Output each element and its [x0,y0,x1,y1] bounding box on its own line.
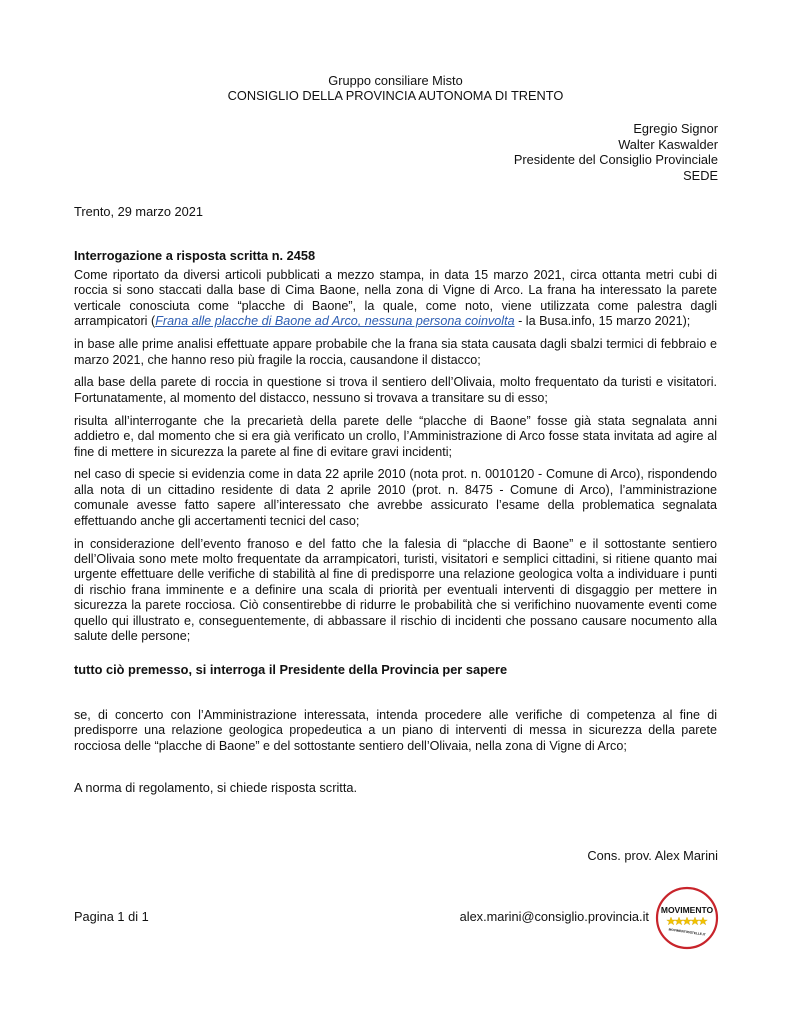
paragraph: in considerazione dell’evento franoso e del fatto che la falesia di “placche di Baone” e il sottostante sentiero dell’Olivaia sono mete molto frequentate da arrampicatori, turisti, visitatori e semplici cittadini, si ritiene quanto mai urgente effettuare delle verifiche di stabilità al fine di predisporre una relazione geologica volta a individuare i punti di rischio frana imminente e a definire una scala di priorità per eventuali interventi di disgaggio per mettere in sicurezza la parete rocciosa. Ciò consentirebbe di ridurre le probabilità che si verifichino nuovamente eventi come quello qui illustrato e, conseguentemente, di abbassare il rischio di incidenti che possano causare nocumento alla salute delle persone; [74,536,717,644]
paragraph-text: - la Busa.info, 15 marzo 2021); [514,314,691,329]
document-subject: Interrogazione a risposta scritta n. 2458 [74,248,316,263]
paragraph: in base alle prime analisi effettuate appare probabile che la frana sia stata causata dagli sbalzi termici di febbraio e marzo 2021, che hanno reso più fragile la roccia, causandone il distacco; [74,337,717,367]
request-paragraph: se, di concerto con l’Amministrazione interessata, intenda procedere alle verifiche di competenza al fine di predisporre una relazione geologica propedeutica a un piano di interventi di messa in sicurezza della parete rocciosa delle “placche di Baone” e del sottostante sentiero dell’Olivaia, nella zona di Vigne di Arco; [74,708,717,753]
document-date: Trento, 29 marzo 2021 [74,204,203,219]
page-number: Pagina 1 di 1 [74,909,149,924]
council-name: CONSIGLIO DELLA PROVINCIA AUTONOMA DI TRENTO [227,88,564,103]
document-header [0,73,791,103]
paragraph: risulta all’interrogante che la precarietà della parete delle “placche di Baone” fosse già stata segnalata anni addietro e, dal momento che si era già verificato un crollo, l’Amministrazione di Arco fosse stata invitata ad agire al fine di mettere in sicurezza la parete al fine di evitare gravi incidenti; [74,413,717,459]
closing-line: A norma di regolamento, si chiede risposta scritta. [74,780,358,795]
article-link[interactable]: Frana alle placche di Baone ad Arco, nessuna persona coinvolta [155,314,515,329]
recipient-block [514,121,718,183]
group-name: Gruppo consiliare Misto [328,73,463,88]
recipient-location: SEDE [683,167,718,183]
recipient-role: Presidente del Consiglio Provinciale [513,152,718,167]
logo-subtext: MOVIMENTO5STELLE.IT [668,927,706,937]
paragraph-text: Come riportato da diversi articoli pubblicati a mezzo stampa, in data 15 marzo 2021, circa ottanta metri cubi di roccia si sono staccati dalla base di Cima Baone, nella zona di Vigne di Arco. La frana ha interessato la parete verticale conosciuta come “placche di Baone”, la quale, come noto, viene utilizzata come palestra dagli arrampicatori ( [74,268,717,329]
paragraph: alla base della parete di roccia in questione si trova il sentiero dell’Olivaia, molto frequentato da turisti e visitatori. Fortunatamente, al momento del distacco, nessuno si trovava a transitare su di esso; [74,375,717,405]
recipient-salutation: Egregio Signor [633,121,718,136]
movimento-logo-icon [655,886,719,950]
recipient-name: Walter Kaswalder [618,136,718,152]
logo-text: MOVIMENTO [660,905,714,915]
document-body [74,268,717,652]
paragraph [74,268,717,330]
signature: Cons. prov. Alex Marini [587,848,718,863]
footer-email: alex.marini@consiglio.provincia.it [459,909,649,924]
paragraph: nel caso di specie si evidenzia come in data 22 aprile 2010 (nota prot. n. 0010120 - Comune di Arco), rispondendo alla nota di un cittadino residente di data 2 aprile 2010 (prot. n. 8475 - Comune di Arco), l’amministrazione comunale avesse fatto sapere all’interessato che avrebbe assicurato l’esame della problematica segnalata effettuando anche gli accertamenti tecnici del caso; [74,467,717,528]
question-heading: tutto ciò premesso, si interroga il Presidente della Provincia per sapere [74,662,508,677]
